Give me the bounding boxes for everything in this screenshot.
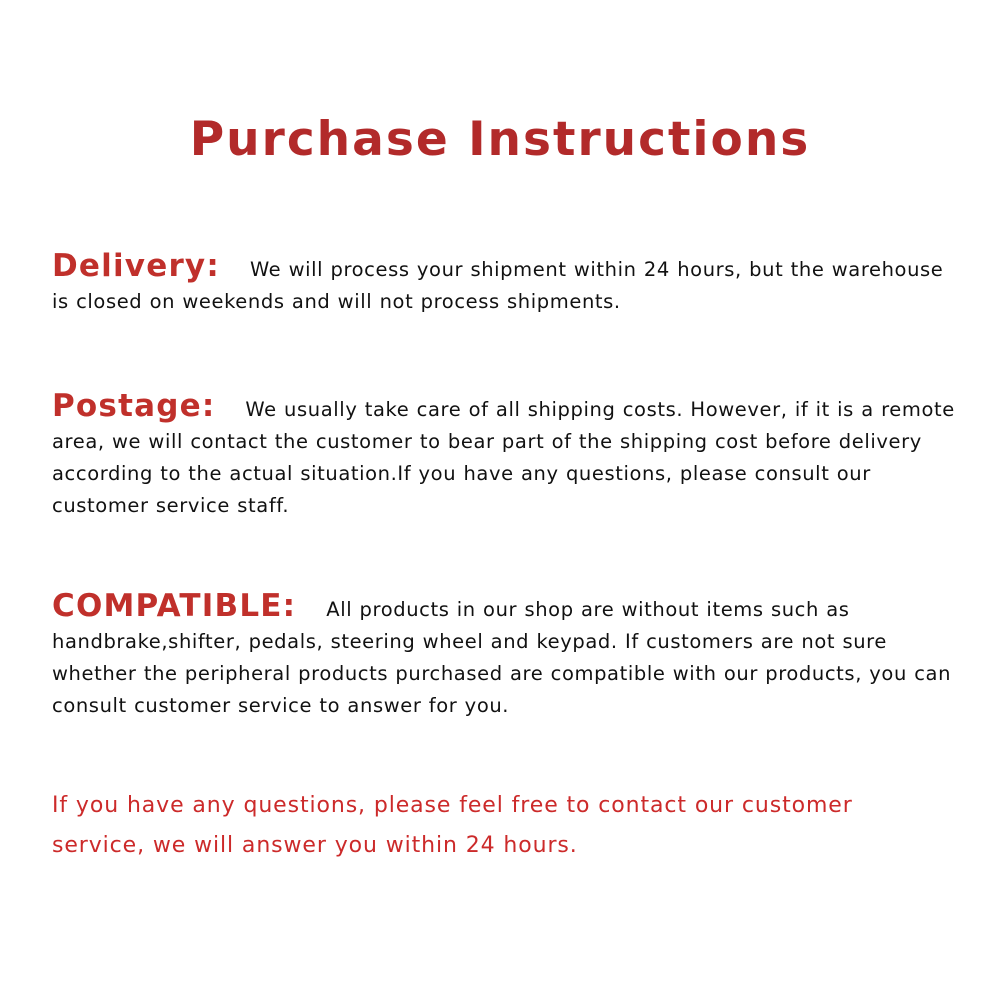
delivery-section (52, 250, 967, 318)
compatible-text: All products in our shop are without items such as handbrake,shifter, pedals, steering wheel and keypad. If customers are not sure whether the peripheral products purchased are compatible with our products, you can consult customer service to answer for you. (52, 598, 952, 717)
postage-section (52, 390, 967, 522)
postage-label: Postage: (52, 388, 216, 424)
compatible-section (52, 590, 967, 722)
compatible-label: COMPATIBLE: (52, 588, 297, 624)
page-title: Purchase Instructions (189, 112, 811, 167)
contact-note: If you have any questions, please feel free to contact our customer service, we will answer you within 24 hours. (52, 793, 853, 858)
delivery-label: Delivery: (52, 248, 220, 284)
postage-text: We usually take care of all shipping costs. However, if it is a remote area, we will contact the customer to bear part of the shipping cost before delivery according to the actual situation.If you have any questions, please consult our customer service staff. (52, 398, 955, 517)
delivery-text: We will process your shipment within 24 hours, but the warehouse is closed on weekends and will not process shipments. (52, 258, 944, 313)
